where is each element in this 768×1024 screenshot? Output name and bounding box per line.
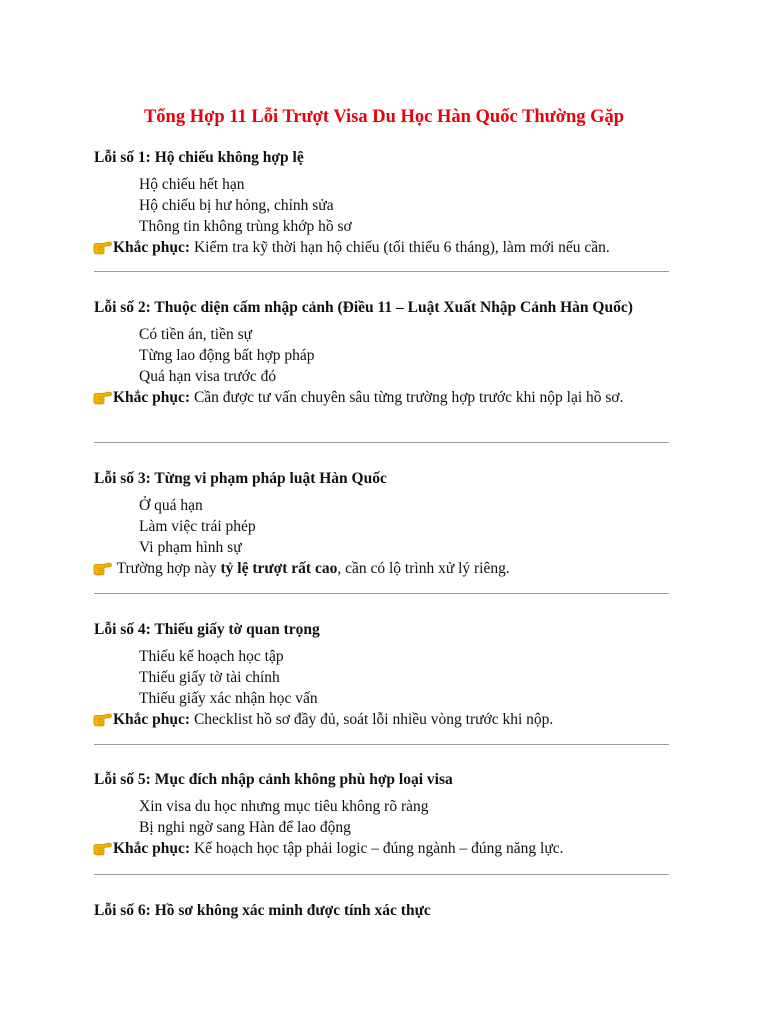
fix-text: Checklist hồ sơ đầy đủ, soát lỗi nhiều vòng trước khi nộp.	[190, 711, 554, 728]
section-heading: Lỗi số 4: Thiếu giấy tờ quan trọng	[94, 621, 320, 638]
fix-text: Kế hoạch học tập phải logic – đúng ngành – đúng năng lực.	[190, 840, 564, 857]
section-heading: Lỗi số 1: Hộ chiếu không hợp lệ	[94, 149, 304, 166]
list-item: Quá hạn visa trước đó	[139, 368, 277, 385]
pointing-hand-icon	[93, 237, 113, 258]
section-error-2	[94, 297, 674, 408]
fix-emphasis: tỷ lệ trượt rất cao	[220, 560, 338, 577]
list-item: Có tiền án, tiền sự	[139, 326, 253, 343]
list-item: Ở quá hạn	[139, 497, 203, 514]
section-error-3	[94, 468, 674, 579]
section-error-5	[94, 769, 674, 859]
fix-label: Khắc phục:	[113, 711, 191, 728]
bullet-list	[94, 174, 674, 237]
divider	[94, 442, 669, 443]
divider	[94, 271, 669, 272]
section-error-4	[94, 619, 674, 730]
fix-text: , cần có lộ trình xử lý riêng.	[337, 560, 510, 577]
section-error-1	[94, 147, 674, 258]
list-item: Bị nghi ngờ sang Hàn để lao động	[139, 819, 351, 836]
list-item: Làm việc trái phép	[139, 518, 256, 535]
page-title: Tổng Hợp 11 Lỗi Trượt Visa Du Học Hàn Quốc Thường Gặp	[143, 107, 625, 127]
list-item: Thiếu kế hoạch học tập	[139, 648, 284, 665]
divider	[94, 874, 669, 875]
list-item: Thiếu giấy xác nhận học vấn	[139, 690, 318, 707]
fix-line	[94, 237, 674, 258]
pointing-hand-icon	[93, 709, 113, 730]
fix-text: Trường hợp này	[113, 560, 221, 577]
pointing-hand-icon	[93, 558, 113, 579]
fix-line	[94, 558, 674, 579]
pointing-hand-icon	[93, 387, 113, 408]
fix-label: Khắc phục:	[113, 840, 191, 857]
list-item: Thiếu giấy tờ tài chính	[139, 669, 280, 686]
list-item: Từng lao động bất hợp pháp	[139, 347, 315, 364]
pointing-hand-icon	[93, 838, 113, 859]
fix-label: Khắc phục:	[113, 389, 191, 406]
list-item: Hộ chiếu hết hạn	[139, 176, 245, 193]
list-item: Hộ chiếu bị hư hỏng, chỉnh sửa	[139, 197, 334, 214]
list-item: Xin visa du học nhưng mục tiêu không rõ ràng	[139, 798, 429, 815]
section-heading: Lỗi số 2: Thuộc diện cấm nhập cảnh (Điều 11 – Luật Xuất Nhập Cảnh Hàn Quốc)	[94, 299, 633, 316]
fix-line	[94, 838, 674, 859]
bullet-list	[94, 495, 674, 558]
bullet-list	[94, 646, 674, 709]
list-item: Thông tin không trùng khớp hồ sơ	[139, 218, 352, 235]
bullet-list	[94, 324, 674, 387]
fix-line	[94, 387, 674, 408]
fix-label: Khắc phục:	[113, 239, 191, 256]
section-heading: Lỗi số 3: Từng vi phạm pháp luật Hàn Quốc	[94, 470, 387, 487]
fix-line	[94, 709, 674, 730]
fix-text: Cần được tư vấn chuyên sâu từng trường hợp trước khi nộp lại hồ sơ.	[190, 389, 624, 406]
section-error-6	[94, 900, 674, 921]
list-item: Vi phạm hình sự	[139, 539, 242, 556]
fix-text: Kiểm tra kỹ thời hạn hộ chiếu (tối thiểu 6 tháng), làm mới nếu cần.	[190, 239, 610, 256]
section-heading: Lỗi số 6: Hồ sơ không xác minh được tính xác thực	[94, 902, 431, 919]
bullet-list	[94, 796, 674, 838]
section-heading: Lỗi số 5: Mục đích nhập cảnh không phù hợp loại visa	[94, 771, 453, 788]
divider	[94, 593, 669, 594]
divider	[94, 744, 669, 745]
